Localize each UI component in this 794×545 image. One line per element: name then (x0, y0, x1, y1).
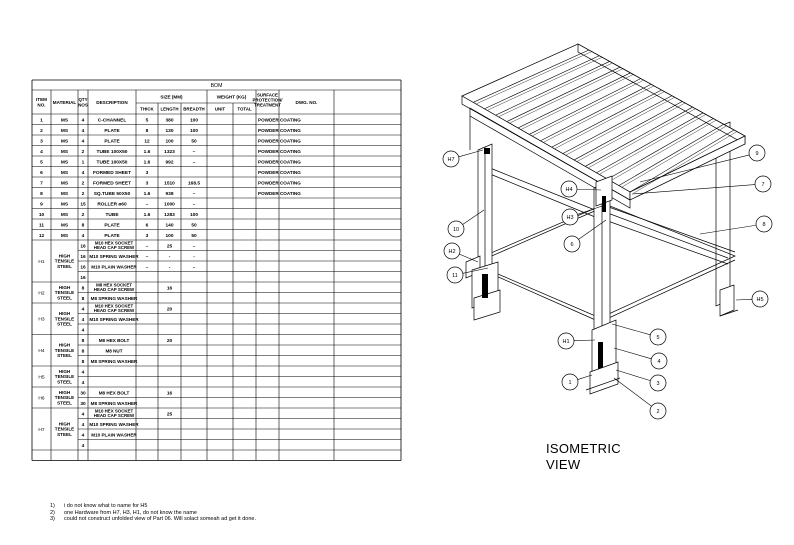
header-breadth: BREADTH (183, 106, 205, 112)
hw-material-3: STEEL (57, 263, 72, 269)
upper-side-tube (490, 168, 600, 212)
hw-qty: 4 (81, 444, 85, 449)
hw-length: 20 (166, 307, 173, 313)
bom-surface: POWDER COATING (258, 128, 301, 133)
hw-qty: 8 (81, 339, 85, 344)
callout-balloon (612, 324, 666, 345)
bom-thick: 1.6 (143, 150, 151, 155)
bom-breadth: 100 (189, 129, 199, 134)
hw-qty: 8 (81, 286, 85, 292)
hw-length: 25 (166, 412, 173, 418)
bom-thick: 8 (145, 129, 149, 134)
hw-breadth: – (192, 265, 196, 271)
bom-thick: 3 (145, 171, 149, 176)
bom-item: 6 (40, 171, 43, 176)
hw-description: M8 SPRING WASHER (90, 359, 138, 364)
bom-qty: 1 (81, 160, 85, 166)
bom-length: 1283 (164, 213, 175, 218)
note-text: i do not know what to name for H5 (64, 503, 148, 509)
bom-thick: 6 (145, 223, 149, 229)
hw-material-2: TENSILE (54, 395, 75, 401)
note-text: one Hardware from H7, H3, H1, do not know the name (64, 509, 197, 516)
bom-material: MS (60, 139, 69, 145)
bom-surface: POWDER COATING (258, 117, 301, 123)
bom-description: C-CHANNEL (97, 118, 127, 124)
header-description: DESCRIPTION (96, 100, 128, 105)
hw-qty: 4 (81, 412, 85, 418)
hw-material-2: TENSILE (54, 426, 75, 432)
bom-description: TUBE (105, 213, 119, 218)
hw-qty: 30 (80, 402, 86, 407)
hw-qty: 16 (80, 276, 86, 281)
bom-material: MS (60, 171, 69, 176)
callout-label: H5 (756, 297, 764, 303)
bom-length: 100 (165, 234, 174, 239)
hw-qty: 30 (80, 391, 86, 397)
bom-breadth: 50 (191, 139, 197, 145)
hw-description: M10 SPRING WASHER (89, 254, 139, 259)
bom-qty: 8 (81, 223, 85, 229)
callout-leader (736, 299, 752, 300)
bom-thick: 1.6 (143, 160, 151, 166)
bom-description: FORMED SHEET (92, 181, 132, 187)
bom-item: 11 (38, 223, 45, 229)
note-3 (50, 516, 256, 523)
bom-qty: 2 (81, 181, 85, 187)
callout-balloon (736, 291, 768, 307)
bom-length: 140 (165, 223, 174, 229)
hw-description: M8 NUT (105, 348, 123, 354)
hw-description: M8 HEX SOCKET (96, 282, 132, 288)
bom-breadth: 168.5 (187, 181, 201, 187)
bom-surface: POWDER COATING (258, 191, 301, 196)
bom-breadth: – (192, 150, 196, 155)
bom-description: FORMED SHEET (92, 171, 132, 176)
bom-material: MS (60, 150, 69, 155)
hw-qty: 4 (81, 423, 85, 428)
hw-description: M8 HEX BOLT (98, 338, 130, 343)
bom-material: MS (60, 202, 69, 208)
hw-item: H6 (38, 396, 45, 402)
header-material: MATERIAL (52, 100, 77, 105)
callout-balloon (616, 370, 666, 391)
hw-qty: 4 (81, 370, 85, 376)
bom-breadth: – (192, 202, 196, 208)
bom-material: MS (60, 223, 69, 229)
bom-length: 992 (165, 160, 174, 166)
hw-description: M8 HEX BOLT (98, 390, 130, 396)
bom-material: MS (60, 234, 69, 239)
slot-left (482, 274, 488, 298)
header-surface: SURFACE (257, 92, 278, 98)
hw-material: HIGH (58, 342, 71, 348)
hw-qty: 4 (81, 381, 85, 386)
hw-length: - (168, 255, 171, 260)
hw-length: 25 (166, 244, 173, 250)
hw-material-3: STEEL (57, 353, 72, 359)
hw-breadth: - (193, 255, 195, 260)
bom-surface: POWDER COATING (258, 138, 301, 144)
callout-label: H7 (447, 157, 455, 163)
callout-label: 5 (656, 335, 660, 341)
header-thick: THICK (140, 106, 154, 112)
callout-label: H2 (448, 249, 456, 255)
callout-label: H3 (566, 215, 574, 221)
hw-material-3: STEEL (57, 431, 72, 437)
hw-qty: 4 (81, 307, 85, 313)
bom-surface: POWDER COATING (258, 149, 301, 154)
hw-material: HIGH (58, 311, 71, 317)
callout-leader (616, 370, 650, 381)
hw-qty: 8 (81, 360, 85, 365)
header-protection: PROTECTION/ (252, 97, 283, 103)
callout-balloon (614, 348, 667, 369)
bom-description: SQ.TUBE 50X50 (93, 192, 131, 197)
header-item-no: NO. (37, 102, 46, 108)
hw-description-2: HEAD CAP SCREW (93, 308, 135, 314)
callout-leader (614, 348, 651, 359)
bom-thick: 12 (144, 139, 150, 145)
bom-item: 5 (40, 160, 43, 166)
callout-label: 10 (452, 227, 460, 233)
bom-item: 7 (40, 181, 43, 187)
bom-thick: 5 (145, 118, 149, 124)
bom-material: MS (60, 118, 69, 124)
callout-balloon (700, 216, 772, 234)
hw-material: HIGH (58, 368, 71, 374)
hw-length: 16 (166, 391, 173, 397)
bom-qty: 4 (81, 118, 85, 124)
bom-breadth: 100 (189, 213, 199, 218)
callout-label: 3 (656, 381, 660, 387)
hw-description: M10 SPRING WASHER (89, 317, 139, 322)
callout-label: 6 (570, 242, 574, 248)
bom-length: 1323 (164, 150, 175, 155)
header-treatment: TREATMENT (254, 102, 281, 108)
bom-length: 100 (165, 139, 174, 145)
header-total: TOTAL (237, 106, 252, 112)
hw-material-3: STEEL (57, 400, 72, 406)
lower-tube-left-top (478, 206, 606, 262)
bolt-h7 (484, 148, 490, 154)
callout-leader (612, 324, 650, 335)
header-item: ITEM (36, 97, 47, 102)
header-dwg-no: DWG. NO. (295, 100, 318, 105)
hw-item: H4 (38, 349, 45, 355)
bom-qty: 4 (81, 129, 85, 134)
callout-balloon (558, 333, 595, 349)
hw-material: HIGH (58, 284, 71, 290)
bom-description: TUBE 100X50 (96, 160, 128, 166)
hw-item: H1 (38, 259, 45, 265)
hw-thick: – (145, 244, 149, 250)
bom-item: 9 (40, 202, 43, 208)
bom-description: TUBE 100X50 (96, 150, 128, 155)
hw-qty: 8 (81, 297, 85, 302)
hw-material: HIGH (58, 421, 71, 427)
hw-material-2: TENSILE (54, 347, 75, 353)
bom-item: 10 (38, 213, 45, 218)
hw-qty: 16 (80, 265, 86, 271)
bom-length: 380 (165, 118, 174, 124)
hw-material-2: TENSILE (54, 258, 75, 264)
side-tube-8-bottom (605, 220, 728, 264)
lower-tube-right (600, 260, 735, 322)
bom-material: MS (60, 129, 69, 134)
note-number: 1) (50, 503, 55, 509)
bom-surface: POWDER COATING (258, 170, 301, 175)
bom-length: 130 (165, 129, 174, 134)
hw-material-3: STEEL (57, 295, 72, 301)
bom-thick: 3 (145, 181, 149, 187)
bom-description: PLATE (104, 139, 120, 145)
bom-item: 12 (38, 234, 45, 239)
hw-breadth: – (192, 244, 196, 250)
hw-material-2: TENSILE (54, 316, 75, 322)
bom-thick: 3 (145, 234, 149, 239)
bom-breadth: 50 (191, 223, 197, 229)
hw-description: M10 HEX SOCKET (94, 408, 134, 414)
hw-description-2: HEAD CAP SCREW (93, 413, 135, 419)
bom-length: 938 (165, 192, 174, 197)
note-text: could not construct unfolded view of Part 06. Will solact someah ad get it done. (64, 516, 256, 522)
hw-qty: 16 (80, 244, 86, 250)
bom-item: 8 (40, 192, 43, 197)
bom-description: PLATE (104, 234, 120, 239)
hw-thick: – (145, 265, 149, 271)
hw-item: H3 (38, 317, 45, 323)
callout-label: 7 (761, 182, 765, 188)
side-tube-8-top (605, 212, 728, 258)
bom-item: 3 (40, 139, 43, 145)
hw-qty: 4 (81, 433, 85, 439)
bom-thick: 1.6 (143, 213, 151, 218)
hw-item: H2 (38, 291, 45, 297)
hw-description-2: HEAD CAP SCREW (93, 245, 135, 251)
bom-item: 1 (40, 118, 43, 124)
hw-material-3: STEEL (57, 321, 72, 327)
bom-description: ROLLER ø60 (97, 202, 127, 208)
bom-length: 1000 (164, 202, 175, 208)
hw-material-3: STEEL (57, 379, 72, 385)
callout-label: 11 (452, 273, 458, 279)
hw-description-2: HEAD CAP SCREW (93, 287, 135, 293)
hw-description: M10 PLAIN WASHER (91, 264, 137, 270)
header-nos: NOS (78, 102, 88, 108)
bom-breadth: – (192, 192, 196, 197)
bom-qty: 2 (81, 192, 85, 197)
bom-item: 4 (40, 150, 43, 155)
callout-label: 2 (656, 409, 660, 415)
callout-label: H4 (565, 187, 573, 193)
bom-qty: 2 (81, 213, 85, 218)
back-right-foot (720, 285, 734, 316)
hw-qty: 4 (81, 318, 85, 323)
hw-material-2: TENSILE (54, 374, 75, 380)
iso-title-line1: ISOMETRIC (546, 441, 621, 456)
bom-length: 1510 (164, 181, 175, 187)
bom-qty: 4 (81, 171, 85, 176)
bom-qty: 4 (81, 139, 85, 145)
bom-breadth: – (192, 160, 196, 166)
note-number: 2) (50, 509, 55, 516)
hw-material: HIGH (58, 389, 71, 395)
top-bracket-slot (602, 196, 606, 212)
hw-description: M8 SPRING WASHER (90, 401, 138, 406)
header-weight: WEIGHT (KG) (216, 94, 247, 100)
hw-qty: 4 (81, 328, 85, 334)
hw-description: M10 HEX SOCKET (94, 303, 134, 309)
notes-block (50, 503, 256, 523)
hw-description: M8 SPRING WASHER (90, 296, 138, 301)
header-qty: QTY (78, 97, 88, 102)
hw-description: M10 PLAIN WASHER (91, 432, 137, 438)
callout-label: H1 (562, 339, 570, 345)
hw-material-2: TENSILE (54, 290, 75, 296)
hw-item: H7 (38, 427, 45, 433)
note-number: 3) (50, 516, 55, 522)
callout-label: 1 (568, 380, 572, 386)
bom-material: MS (60, 181, 69, 187)
callout-leader (614, 378, 652, 406)
bom-qty: 4 (81, 234, 85, 239)
hw-length: 20 (166, 339, 173, 344)
header-length: LENGTH (160, 106, 179, 112)
hw-item: H5 (38, 375, 45, 381)
callout-balloon (443, 150, 483, 167)
bom-surface: POWDER COATING (258, 159, 301, 165)
bom-description: PLATE (104, 223, 120, 229)
bom-thick: 1.6 (143, 192, 151, 197)
bom-item: 2 (40, 129, 43, 134)
hw-description: M10 HEX SOCKET (94, 240, 134, 246)
bom-breadth: 100 (189, 118, 199, 124)
bom-material: MS (60, 192, 69, 197)
bom-material: MS (60, 213, 69, 218)
callout-label: 8 (762, 222, 766, 228)
bom-material: MS (60, 160, 69, 166)
header-unit: UNIT (214, 106, 226, 112)
bom-title: BOM (210, 83, 223, 89)
callout-balloon (562, 374, 592, 390)
header-size: SIZE (MM) (160, 94, 183, 100)
hw-description: M10 SPRING WASHER (89, 422, 139, 427)
bom-qty: 15 (80, 202, 86, 208)
isometric-view-title (546, 441, 621, 473)
bom-breadth: 50 (191, 234, 197, 239)
hw-length: - (168, 265, 171, 271)
iso-title-line2: VIEW (546, 457, 581, 472)
hw-qty: 16 (80, 255, 86, 260)
hw-length: 16 (166, 286, 173, 292)
bom-qty: 2 (81, 150, 85, 155)
bom-surface: POWDER COATING (258, 180, 301, 186)
hw-qty: 8 (81, 349, 85, 355)
callout-label: 4 (657, 359, 661, 365)
hw-material: HIGH (58, 253, 71, 259)
callout-label: 9 (755, 151, 759, 157)
bom-thick: – (145, 202, 149, 208)
bom-description: PLATE (104, 129, 120, 134)
hw-thick: – (145, 255, 149, 260)
